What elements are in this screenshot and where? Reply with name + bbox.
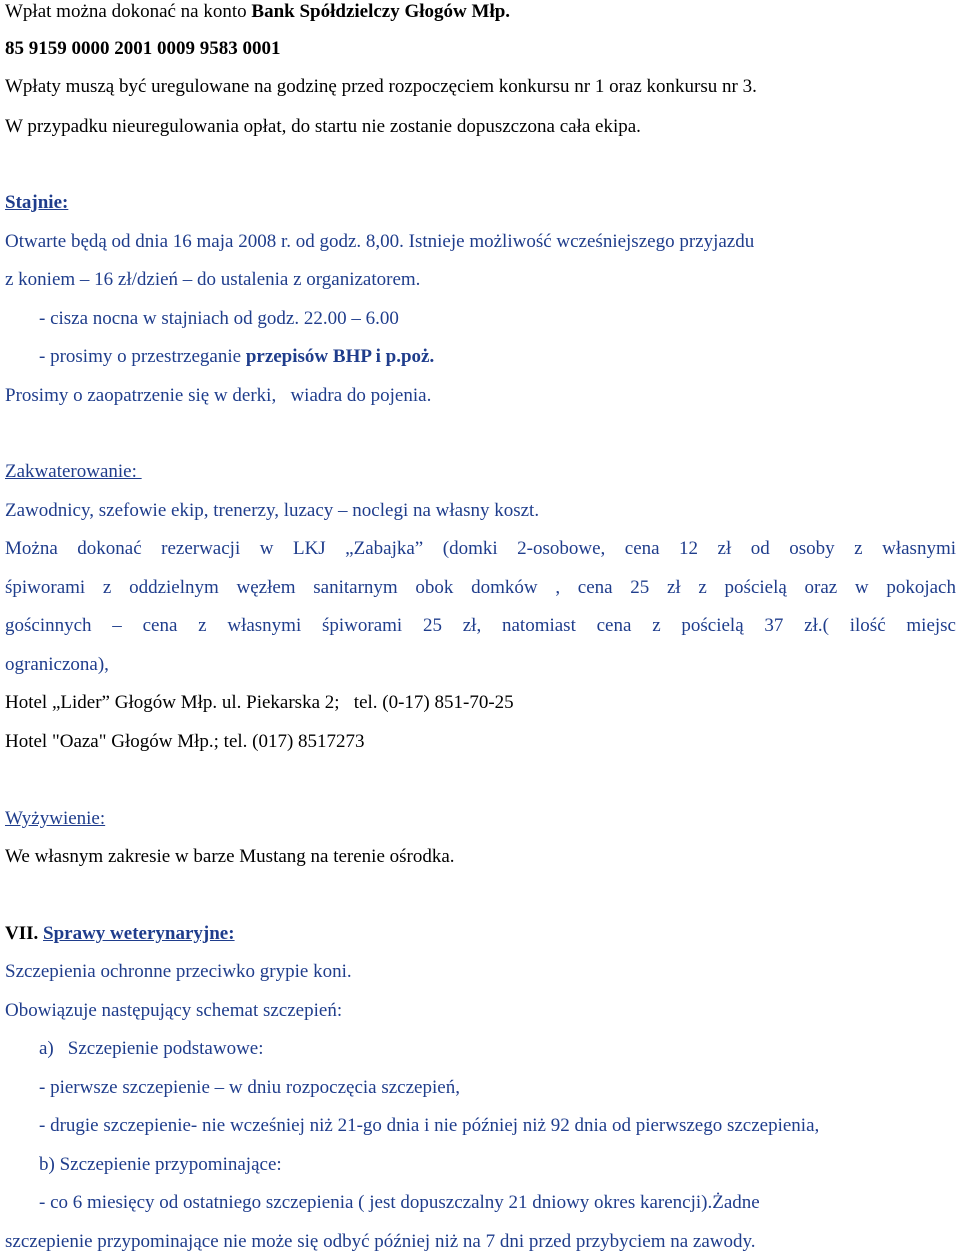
food-heading: Wyżywienie:: [5, 808, 106, 829]
payment-intro-text: Wpłat można dokonać na konto: [5, 1, 252, 22]
basic-vaccination-label: Szczepienie podstawowe:: [67, 1038, 264, 1059]
vet-line-1: Szczepienia ochronne przeciwko grypie koni.: [5, 961, 352, 982]
food-line-1: We własnym zakresie w barze Mustang na terenie ośrodka.: [5, 846, 455, 867]
hotel-lider: Hotel „Lider” Głogów Młp. ul. Piekarska 2; tel. (0-17) 851-70-25: [5, 692, 514, 713]
lodging-line-2: Można dokonać rezerwacji w LKJ „Zabajka” (domki 2-osobowe, cena 12 zł od osoby z własnymi: [5, 538, 956, 559]
account-number: 85 9159 0000 2001 0009 9583 0001: [5, 38, 281, 59]
stables-line-5: Prosimy o zaopatrzenie się w derki, wiadra do pojenia.: [5, 385, 432, 406]
stables-heading: Stajnie:: [5, 192, 69, 213]
stables-line-4: [39, 346, 434, 368]
stables-line-1: Otwarte będą od dnia 16 maja 2008 r. od godz. 8,00. Istnieje możliwość wcześniejszego przyjazdu: [5, 231, 755, 252]
lodging-line-4: gościnnych – cena z własnymi śpiworami 25 zł, natomiast cena z pościelą 37 zł.( ilość miejsc: [5, 615, 956, 636]
vet-line-2: Obowiązuje następujący schemat szczepień:: [5, 1000, 343, 1021]
bhp-rules-text: przepisów BHP i p.poż.: [245, 346, 435, 367]
vet-line-3: [39, 1038, 264, 1060]
vet-line-8: szczepienie przypominające nie może się odbyć później niż na 7 dni przed przybyciem na zawody.: [5, 1231, 756, 1252]
payment-line-1: [5, 1, 510, 23]
list-marker-a: a): [39, 1038, 54, 1059]
vet-line-7: - co 6 miesięcy od ostatniego szczepienia ( jest dopuszczalny 21 dniowy okres karencji).Żadne: [39, 1192, 760, 1213]
vet-heading-line: [5, 923, 235, 945]
stables-line-4-text: - prosimy o przestrzeganie: [39, 346, 246, 367]
payment-line-3: Wpłaty muszą być uregulowane na godzinę przed rozpoczęciem konkursu nr 1 oraz konkursu nr 3.: [5, 76, 757, 97]
lodging-line-5: ograniczona),: [5, 654, 109, 675]
bank-name: Bank Spółdzielczy Głogów Młp.: [251, 1, 511, 22]
vet-line-5: - drugie szczepienie- nie wcześniej niż 21-go dnia i nie później niż 92 dnia od pierwszego szczepienia,: [39, 1115, 820, 1136]
vet-line-6: b) Szczepienie przypominające:: [39, 1154, 282, 1175]
payment-line-4: W przypadku nieuregulowania opłat, do startu nie zostanie dopuszczona cała ekipa.: [5, 116, 641, 137]
lodging-heading: Zakwaterowanie:: [5, 461, 142, 482]
section-number: VII.: [5, 923, 44, 944]
vet-line-4: - pierwsze szczepienie – w dniu rozpoczęcia szczepień,: [39, 1077, 460, 1098]
hotel-oaza: Hotel "Oaza" Głogów Młp.; tel. (017) 8517273: [5, 731, 365, 752]
lodging-line-3: śpiworami z oddzielnym węzłem sanitarnym obok domków , cena 25 zł z pościelą oraz w pokojach: [5, 577, 956, 598]
stables-line-2: z koniem – 16 zł/dzień – do ustalenia z organizatorem.: [5, 269, 421, 290]
stables-line-3: - cisza nocna w stajniach od godz. 22.00 – 6.00: [39, 308, 399, 329]
vet-heading: Sprawy weterynaryjne:: [43, 923, 235, 944]
lodging-line-1: Zawodnicy, szefowie ekip, trenerzy, luzacy – noclegi na własny koszt.: [5, 500, 540, 521]
